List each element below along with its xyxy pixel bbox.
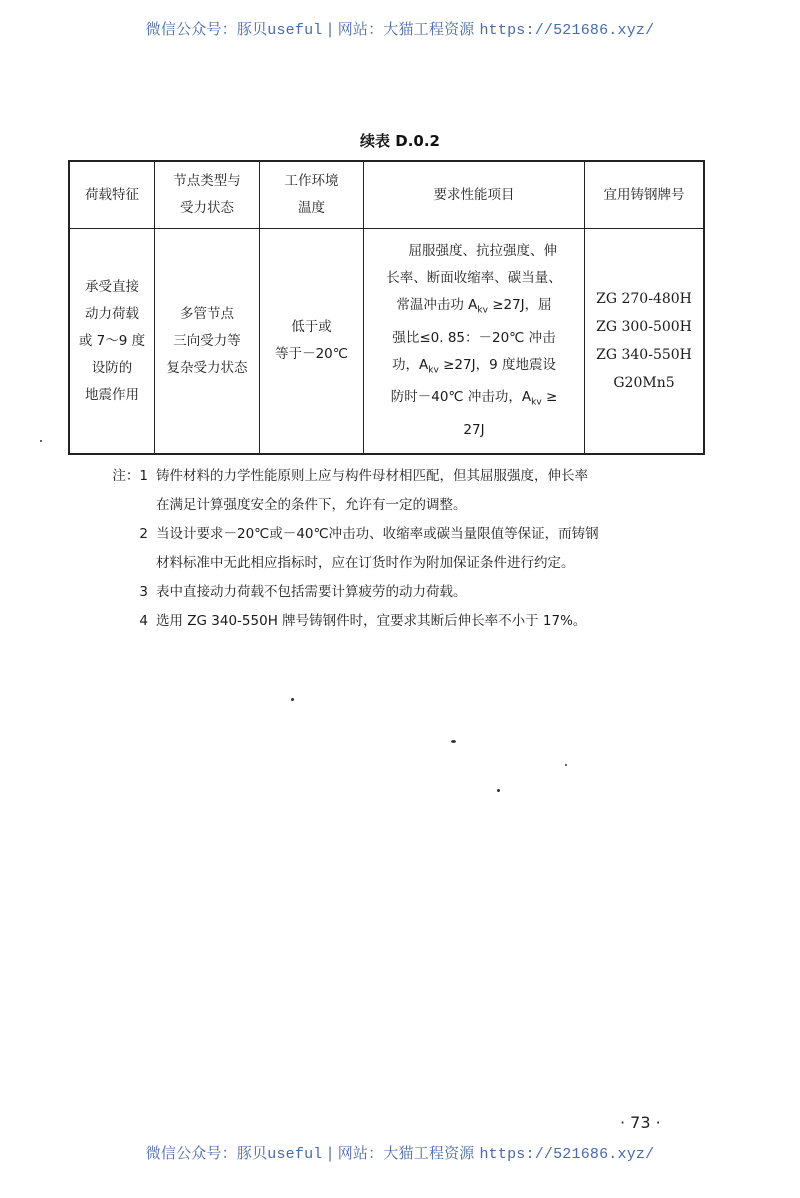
watermark-url[interactable]: https://521686.xyz/ xyxy=(479,1146,655,1163)
note-1: 注：1 铸件材料的力学性能原则上应与构件母材相匹配，但其屈服强度，伸长率 在满足计算强度安全的条件下，允许有一定的调整。 xyxy=(100,462,710,520)
cell-load-feature: 承受直接 动力荷载 或 7～9 度 设防的 地震作用 xyxy=(69,229,155,455)
watermark-wechat-id: useful xyxy=(267,22,323,39)
watermark-wechat: 微信公众号：豚贝 xyxy=(145,1144,268,1162)
cell-joint-type: 多管节点 三向受力等 复杂受力状态 xyxy=(155,229,260,455)
scan-speck xyxy=(497,789,500,792)
header-joint-type: 节点类型与 受力状态 xyxy=(155,161,260,229)
header-temperature: 工作环境 温度 xyxy=(260,161,364,229)
watermark-wechat-id: useful xyxy=(267,1146,323,1163)
watermark-site-label: 网站：大猫工程资源 xyxy=(337,20,480,38)
table-header-row xyxy=(69,161,704,229)
note-number: 4 xyxy=(139,613,148,629)
note-4: 4 选用 ZG 340-550H 牌号铸钢件时，宜要求其断后伸长率不小于 17%。 xyxy=(100,607,710,636)
header-load-feature: 荷载特征 xyxy=(69,161,155,229)
scan-speck xyxy=(451,740,456,743)
watermark-wechat: 微信公众号：豚贝 xyxy=(145,20,268,38)
table-caption: 续表 D.0.2 xyxy=(360,132,440,150)
table-row xyxy=(69,229,704,455)
note-number: 3 xyxy=(139,584,148,600)
table-notes xyxy=(100,462,710,636)
cell-requirements: 屈服强度、抗拉强度、伸 长率、断面收缩率、碳当量、 常温冲击功 $A_{kv} \ge 27J$，屈 强比≤0. 85：－20℃ 冲击 功，$A_{kv} \ge 27J$，9 度地震设 防时－40℃ 冲击功，$A_{kv}$ ≥ 27J xyxy=(364,229,585,455)
header-requirements: 要求性能项目 xyxy=(364,161,585,229)
steel-grade: ZG 340-550H xyxy=(596,347,692,363)
header-steel-grades: 宜用铸钢牌号 xyxy=(585,161,705,229)
note-number: 2 xyxy=(139,526,148,542)
steel-grade: ZG 300-500H xyxy=(596,319,692,335)
page-number: · 73 · xyxy=(620,1113,661,1132)
cell-steel-grades xyxy=(585,229,705,455)
watermark-bottom xyxy=(0,1142,800,1163)
watermark-site-label: 网站：大猫工程资源 xyxy=(337,1144,480,1162)
watermark-separator: | xyxy=(322,1144,338,1162)
watermark-top xyxy=(0,18,800,39)
scan-speck xyxy=(40,440,42,442)
watermark-separator: | xyxy=(322,20,338,38)
note-2: 2 当设计要求－20℃或－40℃冲击功、收缩率或碳当量限值等保证，而铸钢 材料标准中无此相应指标时，应在订货时作为附加保证条件进行约定。 xyxy=(100,520,710,578)
cast-steel-table xyxy=(68,160,705,455)
steel-grade: G20Mn5 xyxy=(613,375,675,391)
scan-speck xyxy=(291,698,294,701)
note-number: 注：1 xyxy=(112,468,148,484)
note-3: 3 表中直接动力荷载不包括需要计算疲劳的动力荷载。 xyxy=(100,578,710,607)
steel-grade: ZG 270-480H xyxy=(596,291,692,307)
watermark-url[interactable]: https://521686.xyz/ xyxy=(479,22,655,39)
cell-temperature: 低于或 等于－20℃ xyxy=(260,229,364,455)
scan-speck xyxy=(565,764,567,766)
